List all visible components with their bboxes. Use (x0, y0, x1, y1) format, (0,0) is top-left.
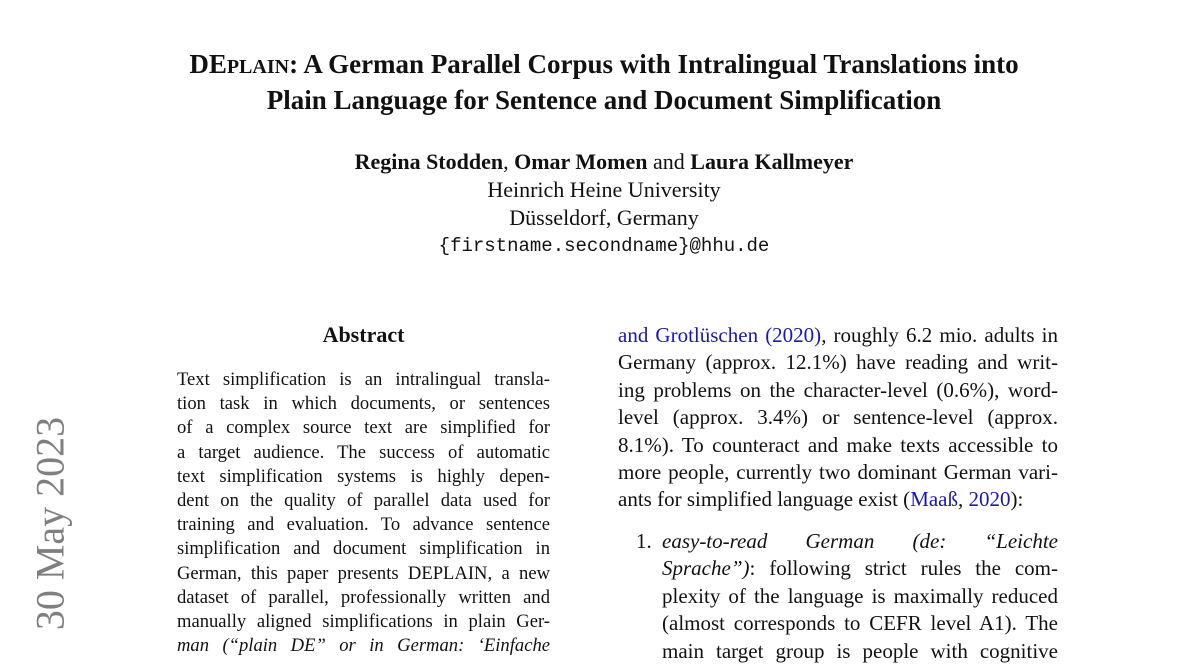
author-1: Regina Stodden (354, 149, 504, 174)
abstract-body (177, 368, 550, 658)
author-names (100, 148, 1108, 176)
author-3: Laura Kallmeyer (690, 149, 854, 174)
right-column-text (618, 322, 1058, 514)
list-item (662, 528, 1058, 665)
abstract-line: simplification and document simplification in (177, 538, 550, 560)
abstract-heading: Abstract (322, 322, 405, 347)
abstract-line: tion task in which documents, or sentences (177, 393, 550, 415)
body-line: Germany (approx. 12.1%) have reading and writ- (618, 350, 1058, 375)
variant-list (636, 528, 1058, 665)
citation-link[interactable]: and Grotlüschen (2020) (618, 323, 822, 347)
abstract-line: dataset of parallel, professionally written and (177, 586, 550, 608)
list-line: easy-to-read German (de: “Leichte (662, 529, 1058, 553)
abstract-line: training and evaluation. To advance sentence (177, 514, 550, 536)
list-number: 1. (636, 529, 652, 553)
paper-title (100, 48, 1108, 117)
title-line-1-rest: : A German Parallel Corpus with Intralingual Translations into (289, 49, 1019, 79)
list-text: : following strict rules the com- (749, 556, 1058, 581)
author-sep: , (503, 149, 515, 174)
body-line (618, 322, 1058, 349)
affiliation-1: Heinrich Heine University (487, 177, 721, 202)
abstract-line: Text simplification is an intralingual transla- (177, 369, 550, 390)
list-line: plexity of the language is maximally reduced (662, 583, 1058, 608)
author-and: and (647, 149, 691, 174)
arxiv-date-stamp: 30 May 2023 (27, 416, 73, 631)
affiliation-2: Düsseldorf, Germany (509, 205, 699, 230)
author-2: Omar Momen (514, 149, 648, 174)
list-italic: Sprache”) (662, 556, 750, 581)
body-line: 8.1%). To counteract and make texts accessible to (618, 432, 1058, 457)
list-line: main target group is people with cognitive (662, 638, 1058, 663)
abstract-line: German, this paper presents DEPLAIN, a new (177, 562, 550, 584)
body-line: level (approx. 3.4%) or sentence-level (approx. (618, 405, 1058, 430)
body-text: , roughly 6.2 mio. adults in (821, 323, 1058, 347)
title-line-1 (100, 48, 1108, 84)
abstract-line: text simplification systems is highly depen- (177, 465, 550, 487)
abstract-line: of a complex source text are simplified for (177, 417, 550, 439)
list-line (662, 555, 1058, 582)
author-block (100, 148, 1108, 260)
title-smallcaps-small: PLAIN (226, 56, 290, 78)
body-line (618, 486, 1058, 513)
body-line: more people, currently two dominant German vari- (618, 460, 1058, 485)
citation-link[interactable]: Maaß (910, 487, 959, 512)
body-text: ants for simplified language exist ( (618, 487, 911, 512)
title-line-2: Plain Language for Sentence and Document Simplification (266, 85, 942, 115)
abstract-line: dent on the quality of parallel data used for (177, 490, 550, 512)
abstract-line: manually aligned simplifications in plain Ger- (177, 611, 550, 633)
body-line: ing problems on the character-level (0.6%), word- (618, 377, 1058, 402)
abstract-line: a target audience. The success of automatic (177, 441, 550, 463)
abstract-line: man (“plain DE” or in German: ‘Einfache (177, 635, 550, 657)
list-line: (almost corresponds to CEFR level A1). The (662, 611, 1058, 636)
citation-sep: , (958, 487, 969, 512)
citation-link[interactable]: 2020 (968, 487, 1011, 512)
author-email: {firstname.secondname}@hhu.de (438, 235, 770, 257)
title-smallcaps-big: DE (189, 49, 227, 79)
body-text: ): (1010, 487, 1024, 512)
